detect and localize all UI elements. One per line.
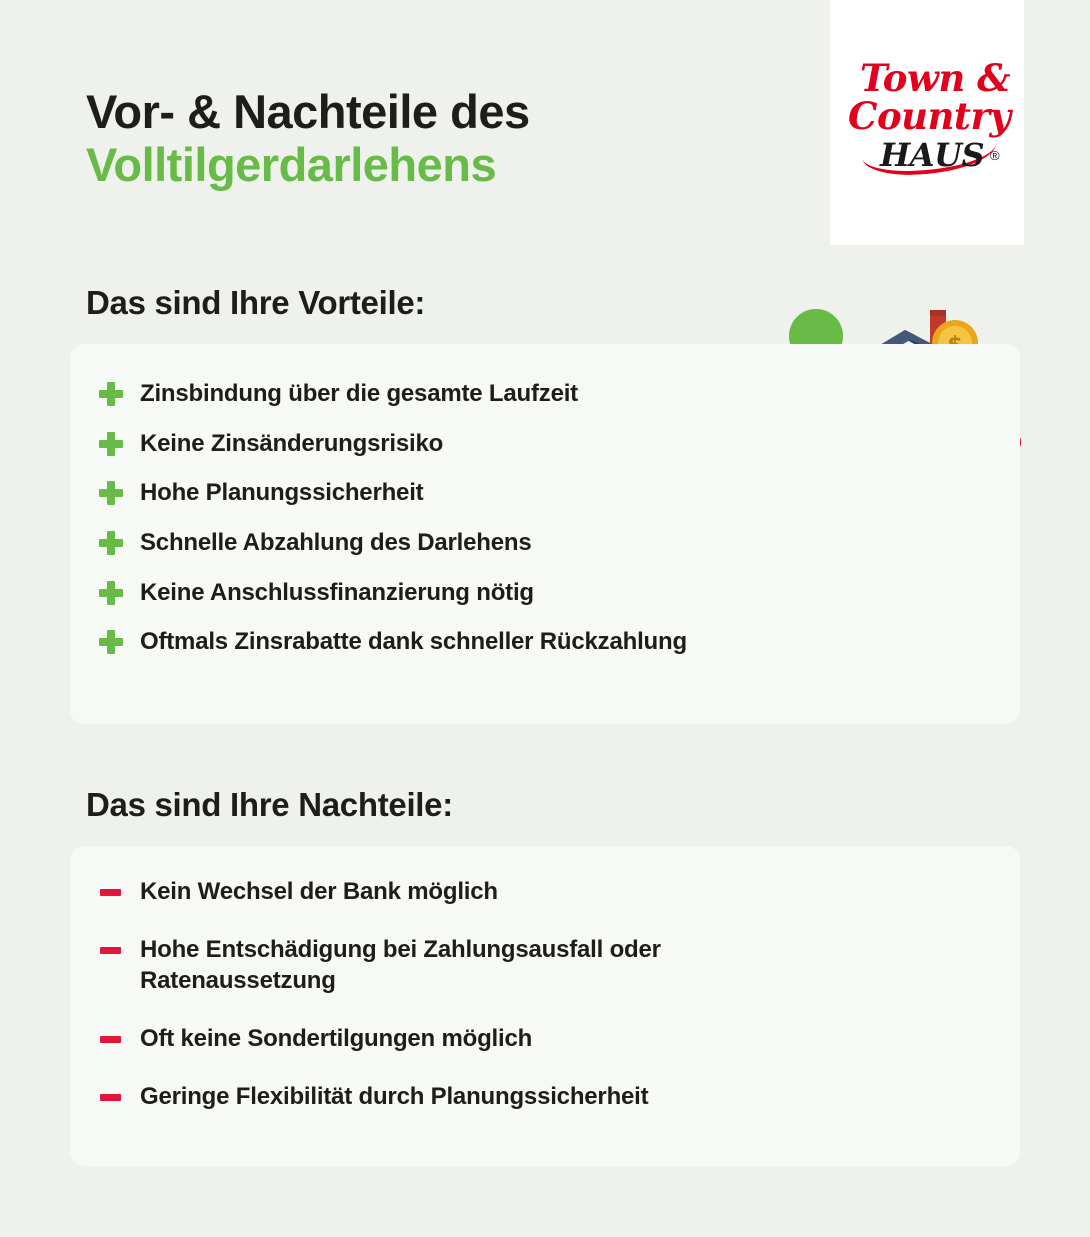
list-item-label: Zinsbindung über die gesamte Laufzeit (140, 380, 578, 407)
plus-icon (98, 431, 124, 457)
logo-line-2: Country (848, 93, 1011, 138)
plus-icon (98, 580, 124, 606)
logo-line-1: Town & (860, 55, 1011, 100)
list-item-label: Hohe Entschädigung bei Zahlungsausfall oder Ratenaussetzung (140, 935, 661, 995)
page-title-line-2: Volltilgerdarlehens (86, 137, 497, 191)
list-item (98, 477, 980, 509)
registered-trademark-icon: ® (990, 147, 1000, 163)
pros-card (70, 344, 1020, 724)
list-item (98, 626, 980, 658)
pros-heading: Das sind Ihre Vorteile: (86, 284, 426, 321)
list-item-label: Kein Wechsel der Bank möglich (140, 878, 498, 905)
logo-inner (842, 48, 1012, 198)
minus-icon (98, 1084, 124, 1110)
list-item (98, 1023, 980, 1055)
minus-icon (98, 937, 124, 963)
list-item (98, 428, 980, 460)
list-item (98, 1081, 980, 1113)
list-item-label: Keine Zinsänderungsrisiko (140, 429, 444, 457)
page-title (86, 86, 806, 191)
list-item-label: Schnelle Abzahlung des Darlehens (140, 529, 532, 557)
plus-icon (98, 629, 124, 655)
plus-icon (98, 480, 124, 506)
minus-icon (98, 1026, 124, 1052)
list-item (98, 577, 980, 609)
list-item-label: Geringe Flexibilität durch Planungssicherheit (140, 1082, 649, 1110)
cons-card (70, 846, 1020, 1166)
list-item-label: Oftmals Zinsrabatte dank schneller Rückzahlung (140, 628, 687, 656)
list-item-label: Hohe Planungssicherheit (140, 479, 424, 507)
plus-icon (98, 381, 124, 407)
logo-line-3: HAUS (880, 135, 985, 174)
brand-logo (830, 0, 1024, 245)
list-item (98, 934, 980, 997)
cons-heading: Das sind Ihre Nachteile: (86, 786, 453, 823)
list-item (98, 378, 980, 410)
list-item (98, 876, 980, 908)
list-item (98, 527, 980, 559)
page-title-line-1: Vor- & Nachteile des (86, 85, 530, 138)
minus-icon (98, 879, 124, 905)
list-item-label: Oft keine Sondertilgungen möglich (140, 1025, 533, 1053)
plus-icon (98, 530, 124, 556)
list-item-label: Keine Anschlussfinanzierung nötig (140, 578, 534, 606)
